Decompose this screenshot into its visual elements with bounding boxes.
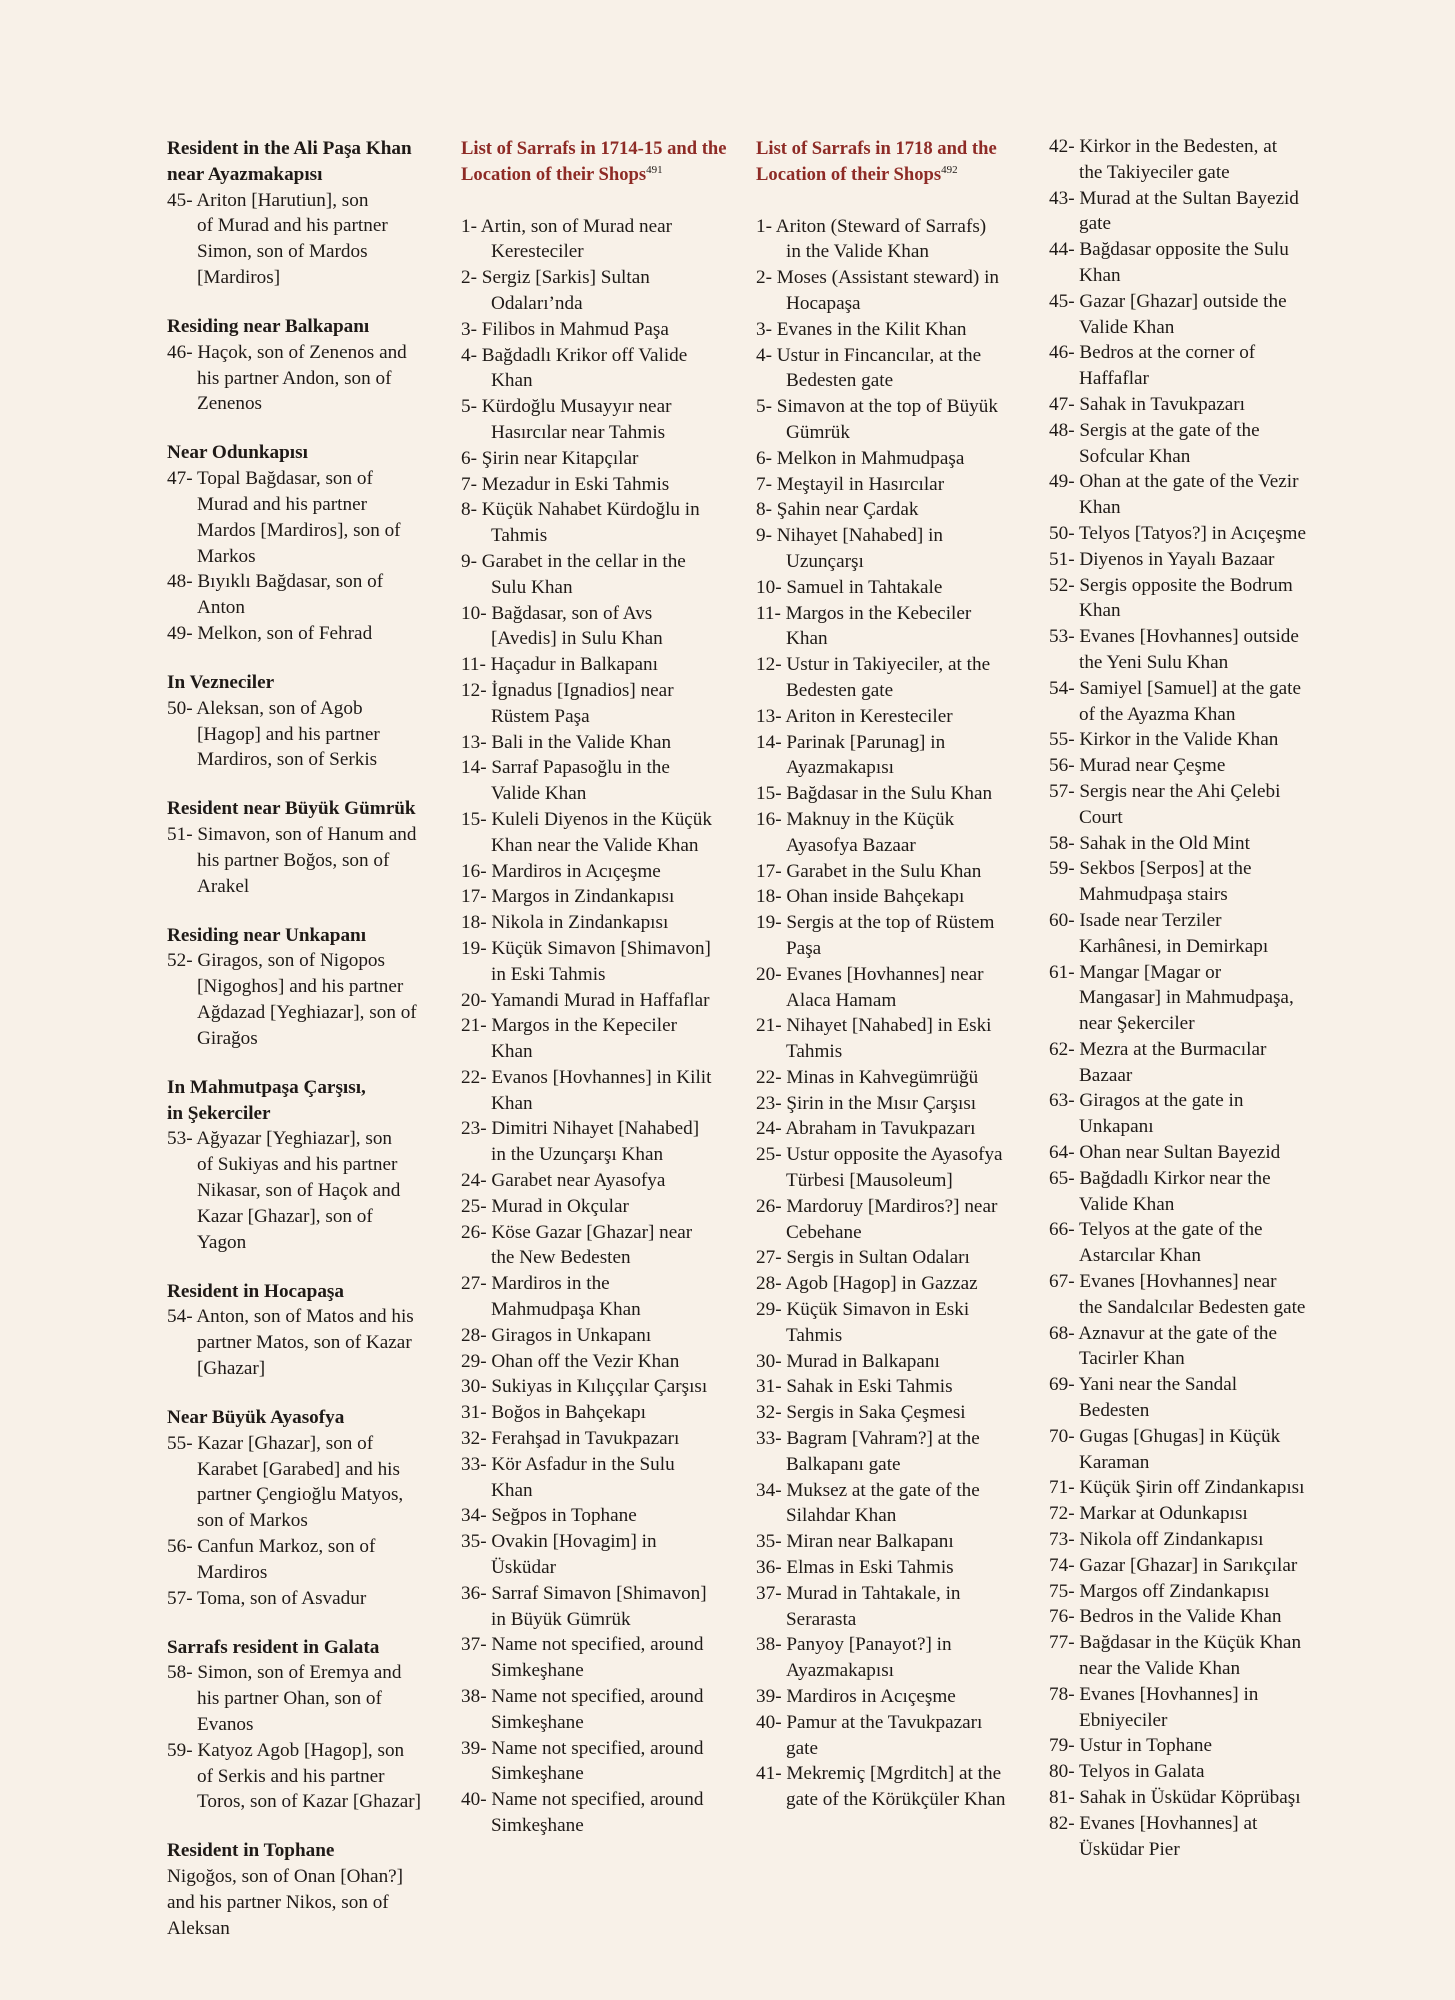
entry-line: 50- Telyos [Tatyos?] in Acıçeşme (1049, 522, 1306, 544)
entry-continuation: Astarcılar Khan (1079, 1245, 1202, 1267)
entry-continuation: Toros, son of Kazar [Ghazar] (197, 1791, 422, 1813)
entry-continuation: Khan (1079, 600, 1121, 622)
entry-line: 25- Murad in Okçular (461, 1195, 629, 1217)
entry-continuation: the Sandalcılar Bedesten gate (1079, 1296, 1306, 1318)
entry-line: 52- Sergis opposite the Bodrum (1049, 574, 1293, 596)
entry-continuation: in the Uzunçarşı Khan (491, 1144, 664, 1166)
entry-line: 31- Sahak in Eski Tahmis (756, 1376, 953, 1398)
entry-line: 48- Bıyıklı Bağdasar, son of (167, 571, 384, 593)
entry-line: 38- Panyoy [Panayot?] in (756, 1634, 952, 1656)
entry-line: 71- Küçük Şirin off Zindankapısı (1049, 1477, 1305, 1499)
entry-line: 17- Margos in Zindankapısı (461, 886, 675, 908)
footnote-ref-491: 491 (646, 163, 663, 176)
list-1714-heading-line-2 (461, 162, 735, 188)
entry-continuation: gate (1079, 213, 1111, 235)
entry-continuation: of Murad and his partner (197, 215, 388, 237)
section-heading: Near Odunkapısı (167, 442, 308, 464)
entry-line: 54- Anton, son of Matos and his (167, 1306, 414, 1328)
entry-line: 46- Bedros at the corner of (1049, 342, 1256, 364)
list-1718-entries (756, 214, 1030, 1813)
entry-line: 64- Ohan near Sultan Bayezid (1049, 1142, 1281, 1164)
entry-continuation: the Takiyeciler gate (1079, 161, 1230, 183)
entry-continuation: Evanos (197, 1713, 254, 1735)
entry-continuation: Sofcular Khan (1079, 445, 1191, 467)
entry-line: 8- Şahin near Çardak (756, 499, 919, 521)
entry-line: 21- Nihayet [Nahabed] in Eski (756, 1015, 992, 1037)
section-heading: In Mahmutpaşa Çarşısı, (167, 1076, 366, 1098)
section-spacer (167, 1611, 432, 1634)
entry-line: 50- Aleksan, son of Agob (167, 697, 363, 719)
entry-line: 6- Melkon in Mahmudpaşa (756, 447, 965, 469)
section-spacer (167, 291, 432, 314)
entry-line: 24- Garabet near Ayasofya (461, 1170, 666, 1192)
entry-continuation: Anton (197, 597, 245, 619)
entry-continuation: in Eski Tahmis (491, 963, 606, 985)
entry-continuation: Valide Khan (491, 783, 587, 805)
entry-line: 2- Sergiz [Sarkis] Sultan (461, 267, 650, 289)
entry-line: 28- Agob [Hagop] in Gazzaz (756, 1273, 978, 1295)
section-heading: Residing near Unkapanı (167, 924, 367, 946)
entry-line: 41- Mekremiç [Mgrditch] at the (756, 1763, 1002, 1785)
entry-line: 10- Bağdasar, son of Avs (461, 602, 653, 624)
entry-continuation: his partner Ohan, son of (197, 1688, 382, 1710)
entry-line: 14- Parinak [Parunag] in (756, 731, 946, 753)
entry-line: 20- Evanes [Hovhannes] near (756, 963, 984, 985)
column-1 (167, 136, 432, 1941)
entry-continuation: Yagon (197, 1231, 247, 1253)
entry-line: 15- Kuleli Diyenos in the Küçük (461, 808, 712, 830)
entry-continuation: Rüstem Paşa (491, 705, 590, 727)
entry-line: 48- Sergis at the gate of the (1049, 419, 1260, 441)
entry-line: 26- Köse Gazar [Ghazar] near (461, 1221, 693, 1243)
entry-line: 31- Boğos in Bahçekapı (461, 1402, 646, 1424)
entry-continuation: partner Çengioğlu Matyos, (197, 1484, 404, 1506)
entry-line: 25- Ustur opposite the Ayasofya (756, 1144, 1003, 1166)
entry-line: 66- Telyos at the gate of the (1049, 1219, 1263, 1241)
entry-continuation: [Nigoghos] and his partner (197, 976, 404, 998)
entry-line: 5- Kürdoğlu Musayyır near (461, 396, 672, 418)
entry-line: 61- Mangar [Magar or (1049, 961, 1222, 983)
entry-line: 8- Küçük Nahabet Kürdoğlu in (461, 499, 700, 521)
entry-continuation: Simon, son of Mardos (197, 241, 368, 263)
list-1718-heading-text: Location of their Shops (756, 163, 942, 185)
entry-continuation: Khan (786, 628, 828, 650)
entry-line: 47- Topal Bağdasar, son of (167, 468, 373, 490)
entry-continuation: Ayazmakapısı (786, 1660, 894, 1682)
entry-continuation: Zenenos (197, 393, 263, 415)
entry-line: 22- Minas in Kahvegümrüğü (756, 1066, 979, 1088)
entry-line: 12- Ustur in Takiyeciler, at the (756, 654, 991, 676)
entry-continuation: Karhânesi, in Demirkapı (1079, 935, 1269, 957)
entry-line: 10- Samuel in Tahtakale (756, 576, 943, 598)
entry-line: 59- Katyoz Agob [Hagop], son (167, 1739, 405, 1761)
section-heading: near Ayazmakapısı (167, 163, 323, 185)
entry-line: 46- Haçok, son of Zenenos and (167, 341, 407, 363)
entry-continuation: Tahmis (786, 1324, 843, 1346)
entry-line: 29- Ohan off the Vezir Khan (461, 1350, 680, 1372)
entry-line: 78- Evanes [Hovhannes] in (1049, 1683, 1259, 1705)
entry-line: 77- Bağdasar in the Küçük Khan (1049, 1632, 1302, 1654)
entry-line: 38- Name not specified, around (461, 1686, 704, 1708)
entry-continuation: in the Valide Khan (786, 241, 929, 263)
entry-line: 70- Gugas [Ghugas] in Küçük (1049, 1425, 1281, 1447)
entry-line: 24- Abraham in Tavukpazarı (756, 1118, 976, 1140)
entry-continuation: Markos (197, 545, 256, 567)
section-spacer (167, 899, 432, 922)
entry-line: 36- Sarraf Simavon [Shimavon] (461, 1582, 707, 1604)
entry-line: 9- Nihayet [Nahabed] in (756, 525, 944, 547)
entry-continuation: the Yeni Sulu Khan (1079, 651, 1229, 673)
entry-continuation: Nikasar, son of Haçok and (197, 1180, 401, 1202)
entry-continuation: Keresteciler (491, 241, 584, 263)
entry-continuation: Alaca Hamam (786, 989, 897, 1011)
entry-line: 5- Simavon at the top of Büyük (756, 396, 998, 418)
entry-continuation: [Avedis] in Sulu Khan (491, 628, 663, 650)
entry-line: 49- Ohan at the gate of the Vezir (1049, 471, 1299, 493)
column-4 (1049, 134, 1329, 1862)
entry-continuation: Simkeşhane (491, 1815, 584, 1836)
entry-continuation: Bedesten gate (786, 370, 894, 392)
entry-line: 34- Muksez at the gate of the (756, 1479, 980, 1501)
entry-line: 52- Giragos, son of Nigopos (167, 950, 385, 972)
entry-line: Aleksan (167, 1917, 230, 1939)
entry-line: 17- Garabet in the Sulu Khan (756, 860, 982, 882)
section-heading: In Vezneciler (167, 671, 275, 693)
entry-continuation: Murad and his partner (197, 493, 367, 515)
entry-line: 54- Samiyel [Samuel] at the gate (1049, 677, 1302, 699)
entry-continuation: Kazar [Ghazar], son of (197, 1205, 373, 1227)
entry-line: 16- Maknuy in the Küçük (756, 808, 955, 830)
entry-continuation: Haffaflar (1079, 368, 1149, 390)
list-1714-entries (461, 214, 735, 1839)
entry-line: and his partner Nikos, son of (167, 1891, 389, 1913)
entry-line: 74- Gazar [Ghazar] in Sarıkçılar (1049, 1554, 1298, 1576)
section-heading: Resident in Tophane (167, 1840, 335, 1862)
entry-continuation: Mardos [Mardiros], son of (197, 519, 401, 541)
section-heading: Resident in Hocapaşa (167, 1280, 344, 1302)
entry-continuation: his partner Andon, son of (197, 367, 392, 389)
entry-continuation: Mardiros (197, 1561, 268, 1583)
list-1718-heading-line-1: List of Sarrafs in 1718 and the (756, 138, 997, 159)
entry-line: 58- Sahak in the Old Mint (1049, 832, 1250, 854)
entry-line: 53- Evanes [Hovhannes] outside (1049, 626, 1299, 648)
entry-continuation: Bedesten (1079, 1400, 1150, 1422)
entry-continuation: of the Ayazma Khan (1079, 703, 1236, 725)
entry-continuation: Unkapanı (1079, 1116, 1154, 1138)
entry-continuation: Balkapanı gate (786, 1453, 901, 1475)
entry-line: 19- Küçük Simavon [Shimavon] (461, 937, 711, 959)
entry-line: 16- Mardiros in Acıçeşme (461, 860, 661, 882)
entry-continuation: near the Valide Khan (1079, 1658, 1241, 1680)
entry-continuation: [Ghazar] (197, 1357, 266, 1379)
entry-continuation: Simkeşhane (491, 1763, 584, 1785)
entry-continuation: Mahmudpaşa stairs (1079, 884, 1228, 906)
entry-line: 47- Sahak in Tavukpazarı (1049, 393, 1245, 415)
entry-line: 13- Bali in the Valide Khan (461, 731, 672, 753)
entry-continuation: in Büyük Gümrük (491, 1608, 631, 1630)
entry-line: 42- Kirkor in the Bedesten, at (1049, 136, 1278, 157)
entry-continuation: gate of the Körükçüler Khan (786, 1789, 1006, 1811)
entry-line: 39- Mardiros in Acıçeşme (756, 1686, 956, 1708)
entry-continuation: Mardiros, son of Serkis (197, 749, 378, 771)
entry-continuation: Hasırcılar near Tahmis (491, 421, 666, 443)
entry-line: 11- Margos in the Kebeciler (756, 602, 972, 624)
column-2 (461, 136, 735, 1839)
entry-line: 20- Yamandi Murad in Haffaflar (461, 989, 710, 1011)
entry-line: Nigoğos, son of Onan [Ohan?] (167, 1866, 404, 1888)
entry-continuation: Bazaar (1079, 1064, 1133, 1086)
entry-continuation: Tahmis (786, 1041, 843, 1063)
entry-line: 39- Name not specified, around (461, 1737, 704, 1759)
entry-line: 60- Isade near Terziler (1049, 909, 1222, 931)
entry-line: 35- Ovakin [Hovagim] in (461, 1531, 657, 1553)
entry-continuation: Ayazmakapısı (786, 757, 894, 779)
entry-line: 33- Kör Asfadur in the Sulu (461, 1453, 675, 1475)
entry-continuation: Odaları’nda (491, 292, 583, 314)
entry-line: 23- Şirin in the Mısır Çarşısı (756, 1092, 977, 1114)
entry-line: 27- Sergis in Sultan Odaları (756, 1247, 970, 1269)
entry-continuation: near Şekerciler (1079, 1013, 1195, 1035)
entry-line: 59- Sekbos [Serpos] at the (1049, 858, 1252, 880)
entry-continuation: Khan (491, 1041, 533, 1063)
section-spacer (167, 1052, 432, 1075)
entry-continuation: Court (1079, 806, 1123, 828)
entry-continuation: Khan (491, 1092, 533, 1114)
entry-line: 22- Evanos [Hovhannes] in Kilit (461, 1066, 712, 1088)
entry-line: 55- Kazar [Ghazar], son of (167, 1432, 374, 1454)
entry-continuation: Uzunçarşı (786, 550, 864, 572)
entry-line: 56- Murad near Çeşme (1049, 755, 1226, 777)
entry-line: 58- Simon, son of Eremya and (167, 1662, 402, 1684)
entry-line: 81- Sahak in Üsküdar Köprübaşı (1049, 1787, 1301, 1808)
entry-line: 15- Bağdasar in the Sulu Khan (756, 783, 993, 805)
entry-continuation: Khan (1079, 497, 1121, 519)
entry-line: 34- Seğpos in Tophane (461, 1505, 637, 1527)
entry-continuation: Cebehane (786, 1221, 862, 1243)
entry-line: 57- Sergis near the Ahi Çelebi (1049, 780, 1281, 802)
entry-continuation: Valide Khan (1079, 1193, 1175, 1215)
entry-line: 28- Giragos in Unkapanı (461, 1324, 652, 1346)
entry-line: 26- Mardoruy [Mardiros?] near (756, 1195, 998, 1217)
entry-line: 57- Toma, son of Asvadur (167, 1587, 367, 1609)
entry-line: 6- Şirin near Kitapçılar (461, 447, 639, 469)
entry-line: 7- Mezadur in Eski Tahmis (461, 473, 670, 495)
entry-line: 51- Simavon, son of Hanum and (167, 824, 417, 846)
entry-line: 65- Bağdadlı Kirkor near the (1049, 1167, 1271, 1189)
entry-line: 67- Evanes [Hovhannes] near (1049, 1271, 1277, 1293)
entry-continuation: his partner Boğos, son of (197, 849, 390, 871)
entry-continuation: Simkeşhane (491, 1711, 584, 1733)
entry-continuation: Ağdazad [Yeghiazar], son of (197, 1002, 417, 1024)
entry-line: 75- Margos off Zindankapısı (1049, 1580, 1270, 1602)
section-spacer (167, 647, 432, 670)
entry-continuation: [Mardiros] (197, 266, 281, 288)
section-heading: Sarrafs resident in Galata (167, 1636, 380, 1658)
entry-line: 30- Murad in Balkapanı (756, 1350, 940, 1372)
entry-continuation: of Sukiyas and his partner (197, 1154, 398, 1176)
entry-line: 68- Aznavur at the gate of the (1049, 1322, 1278, 1344)
section-spacer (167, 1255, 432, 1278)
entry-line: 18- Nikola in Zindankapısı (461, 912, 669, 934)
list-1714-heading-line-1: List of Sarrafs in 1714-15 and the (461, 138, 727, 159)
section-spacer (167, 1815, 432, 1838)
entry-line: 37- Murad in Tahtakale, in (756, 1582, 961, 1604)
entry-line: 44- Bağdasar opposite the Sulu (1049, 239, 1289, 261)
entry-line: 40- Name not specified, around (461, 1789, 704, 1811)
entry-line: 55- Kirkor in the Valide Khan (1049, 729, 1279, 751)
entry-continuation: Silahdar Khan (786, 1505, 897, 1527)
entry-line: 45- Gazar [Ghazar] outside the (1049, 290, 1287, 312)
footnote-ref-492: 492 (941, 163, 958, 176)
section-heading: Resident in the Ali Paşa Khan (167, 138, 412, 159)
entry-continuation: Hocapaşa (786, 292, 861, 314)
entry-line: 2- Moses (Assistant steward) in (756, 267, 1000, 289)
entry-line: 12- İgnadus [Ignadios] near (461, 679, 674, 701)
section-heading: Near Büyük Ayasofya (167, 1406, 345, 1428)
entry-line: 33- Bagram [Vahram?] at the (756, 1428, 980, 1450)
entry-continuation: Khan (491, 370, 533, 392)
entry-line: 72- Markar at Odunkapısı (1049, 1503, 1248, 1525)
entry-continuation: Simkeşhane (491, 1660, 584, 1682)
section-heading: Resident near Büyük Gümrük (167, 798, 416, 820)
entry-line: 43- Murad at the Sultan Bayezid (1049, 187, 1299, 209)
entry-line: 62- Mezra at the Burmacılar (1049, 1038, 1267, 1060)
entry-line: 4- Bağdadlı Krikor off Valide (461, 344, 688, 366)
entry-continuation: Bedesten gate (786, 679, 894, 701)
entry-continuation: Khan near the Valide Khan (491, 834, 699, 856)
entry-line: 32- Ferahşad in Tavukpazarı (461, 1428, 680, 1450)
list-1718-heading-line-2 (756, 162, 1030, 188)
section-spacer (167, 417, 432, 440)
entry-continuation: Paşa (786, 937, 822, 959)
entry-line: 82- Evanes [Hovhannes] at (1049, 1812, 1258, 1834)
entry-continuation: partner Matos, son of Kazar (197, 1332, 412, 1354)
entry-line: 76- Bedros in the Valide Khan (1049, 1606, 1282, 1628)
entry-continuation: Ayasofya Bazaar (786, 834, 916, 856)
entry-line: 21- Margos in the Kepeciler (461, 1015, 677, 1037)
entry-continuation: [Hagop] and his partner (197, 723, 380, 745)
entry-continuation: Mangasar] in Mahmudpaşa, (1079, 987, 1294, 1009)
entry-line: 69- Yani near the Sandal (1049, 1374, 1238, 1396)
entry-line: 40- Pamur at the Tavukpazarı (756, 1711, 983, 1733)
entry-line: 18- Ohan inside Bahçekapı (756, 886, 965, 908)
entry-continuation: Khan (1079, 264, 1121, 286)
entry-line: 49- Melkon, son of Fehrad (167, 622, 373, 644)
entry-continuation: Üsküdar Pier (1079, 1838, 1180, 1860)
entry-continuation: son of Markos (197, 1510, 308, 1532)
entry-line: 1- Artin, son of Murad near (461, 215, 673, 237)
entry-line: 14- Sarraf Papasoğlu in the (461, 757, 670, 779)
entry-continuation: Karaman (1079, 1451, 1150, 1473)
entry-continuation: Karabet [Garabed] and his (197, 1458, 400, 1480)
entry-continuation: Serarasta (786, 1608, 857, 1630)
entry-continuation: Arakel (197, 875, 250, 897)
section-spacer (167, 1382, 432, 1405)
list-1714-heading-text: Location of their Shops (461, 163, 647, 185)
entry-continuation: Tahmis (491, 525, 548, 547)
entry-line: 11- Haçadur in Balkapanı (461, 654, 658, 676)
entry-line: 27- Mardiros in the (461, 1273, 610, 1295)
entry-line: 73- Nikola off Zindankapısı (1049, 1529, 1264, 1551)
entry-line: 80- Telyos in Galata (1049, 1761, 1205, 1783)
column-3 (756, 136, 1030, 1813)
entry-line: 53- Ağyazar [Yeghiazar], son (167, 1128, 393, 1150)
entry-continuation: of Serkis and his partner (197, 1765, 385, 1787)
entry-line: 1- Ariton (Steward of Sarrafs) (756, 215, 987, 237)
entry-line: 45- Ariton [Harutiun], son (167, 189, 369, 211)
entry-line: 13- Ariton in Keresteciler (756, 705, 953, 727)
section-spacer (167, 773, 432, 796)
entry-line: 30- Sukiyas in Kılıççılar Çarşısı (461, 1376, 708, 1398)
section-heading: in Şekerciler (167, 1102, 271, 1124)
entry-line: 3- Evanes in the Kilit Khan (756, 318, 967, 340)
entry-continuation: Mahmudpaşa Khan (491, 1299, 641, 1321)
entry-line: 4- Ustur in Fincancılar, at the (756, 344, 982, 366)
entry-continuation: Ebniyeciler (1079, 1709, 1168, 1731)
entry-line: 35- Miran near Balkapanı (756, 1531, 954, 1553)
entry-line: 51- Diyenos in Yayalı Bazaar (1049, 548, 1275, 570)
entry-line: 3- Filibos in Mahmud Paşa (461, 318, 669, 340)
entry-line: 23- Dimitri Nihayet [Nahabed] (461, 1118, 700, 1140)
entry-line: 37- Name not specified, around (461, 1634, 704, 1656)
entry-line: 7- Meştayil in Hasırcılar (756, 473, 945, 495)
entry-continuation: Khan (491, 1479, 533, 1501)
entry-continuation: Sulu Khan (491, 576, 573, 598)
entry-line: 36- Elmas in Eski Tahmis (756, 1557, 954, 1579)
entry-continuation: Gümrük (786, 421, 850, 443)
entry-line: 63- Giragos at the gate in (1049, 1090, 1244, 1112)
entry-continuation: Türbesi [Mausoleum] (786, 1170, 953, 1192)
entry-continuation: Girağos (197, 1027, 258, 1049)
entry-line: 79- Ustur in Tophane (1049, 1735, 1212, 1757)
entry-continuation: gate (786, 1737, 818, 1759)
entry-line: 9- Garabet in the cellar in the (461, 550, 686, 572)
entry-line: 56- Canfun Markoz, son of (167, 1535, 376, 1557)
entry-line: 29- Küçük Simavon in Eski (756, 1299, 970, 1321)
section-heading: Residing near Balkapanı (167, 315, 370, 337)
entry-continuation: Üsküdar (491, 1557, 557, 1579)
entry-line: 32- Sergis in Saka Çeşmesi (756, 1402, 966, 1424)
entry-line: 19- Sergis at the top of Rüstem (756, 912, 995, 934)
entry-continuation: Valide Khan (1079, 316, 1175, 338)
entry-continuation: Tacirler Khan (1079, 1348, 1185, 1370)
entry-continuation: the New Bedesten (491, 1247, 631, 1269)
